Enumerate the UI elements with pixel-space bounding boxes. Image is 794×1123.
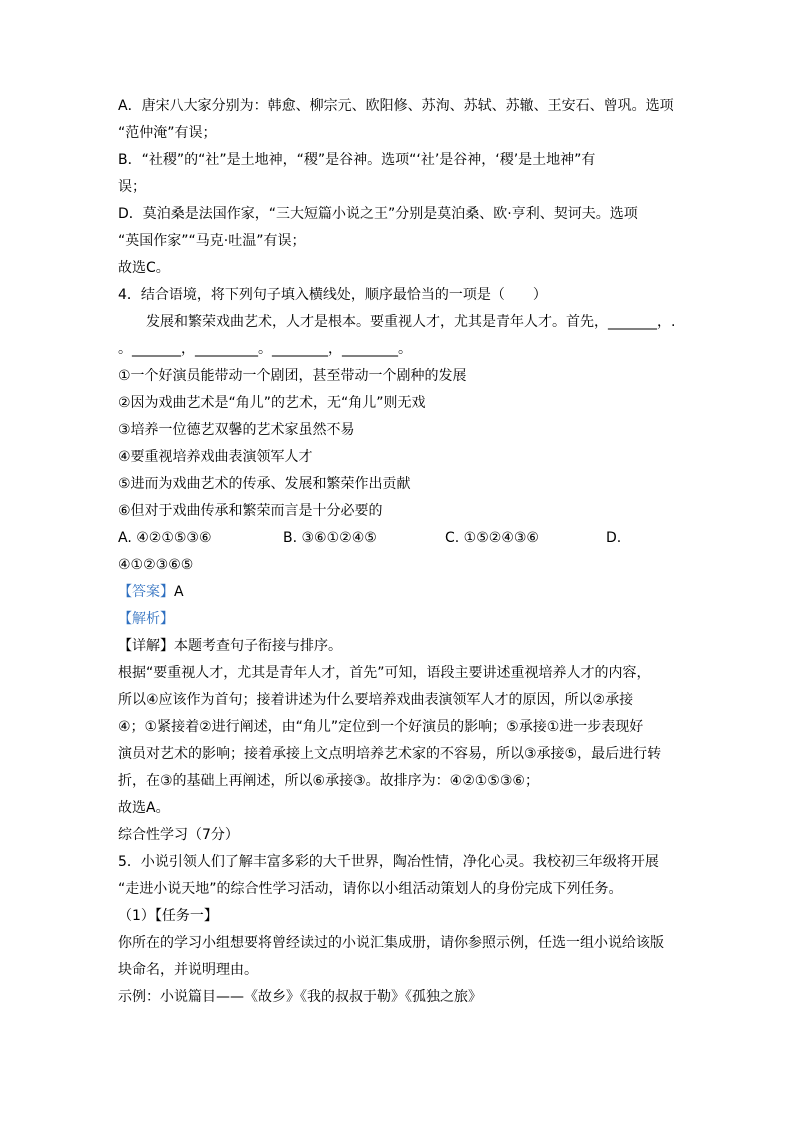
options-row [118, 525, 678, 552]
option-d-label: D. [606, 530, 622, 546]
option-a: A. ④②①⑤③⑥ [118, 530, 212, 546]
sentence-item: ②因为戏曲艺术是“角儿”的艺术，无“角儿”则无戏 [118, 395, 426, 411]
text-line: “范仲淹”有误； [118, 125, 217, 141]
text-line: A．唐宋八大家分别为：韩愈、柳宗元、欧阳修、苏洵、苏轼、苏辙、王安石、曾巩。选项 [118, 98, 674, 114]
sentence-item: ③培养一位德艺双馨的艺术家虽然不易 [118, 422, 355, 438]
text-line: 故选C。 [118, 260, 170, 276]
sentence-item: ④要重视培养戏曲表演领军人才 [118, 449, 313, 465]
answer-line [118, 579, 678, 606]
text-line: 根据“要重视人才，尤其是青年人才，首先”可知，语段主要讲述重视培养人才的内容， [118, 665, 651, 681]
text-line: 你所在的学习小组想要将曾经读过的小说汇集成册，请你参照示例，任选一组小说给该版 [118, 935, 664, 951]
text-line: 演员对艺术的影响；接着承接上文点明培养艺术家的不容易，所以③承接⑤，最后进行转 [118, 746, 662, 762]
text-line: “走进小说天地”的综合性学习活动，请你以小组活动策划人的身份完成下列任务。 [118, 881, 623, 897]
analysis-label: 【解析】 [118, 611, 174, 627]
text-line: 【详解】本题考查句子衔接与排序。 [118, 638, 342, 654]
question-5-stem: 5．小说引领人们了解丰富多彩的大千世界，陶冶性情，净化心灵。我校初三年级将开展 [118, 854, 659, 870]
option-b: B. ③⑥①②④⑤ [283, 530, 377, 546]
document-page [118, 93, 678, 1011]
passage-line: 。_______，_________。________，________。 [118, 341, 412, 357]
text-line: B．“社稷”的“社”是土地神，“稷”是谷神。选项“‘社’是谷神，‘稷’是土地神”有 [118, 152, 596, 168]
text-line: 所以④应该作为首句；接着讲述为什么要培养戏曲表演领军人才的原因，所以②承接 [118, 692, 634, 708]
text-line: ④；①紧接着②进行阐述，由“角儿”定位到一个好演员的影响；⑤承接①进一步表现好 [118, 719, 644, 735]
text-line: 折，在③的基础上再阐述，所以⑥承接③。故排序为：④②①⑤③⑥； [118, 773, 539, 789]
answer-label: 【答案】 [118, 584, 174, 600]
option-d-value: ④①②③⑥⑤ [118, 557, 194, 573]
passage-line: 发展和繁荣戏曲艺术，人才是根本。要重视人才，尤其是青年人才。首先，_______，. [146, 314, 676, 330]
text-line: 块命名，并说明理由。 [118, 962, 258, 978]
sentence-item: ⑥但对于戏曲传承和繁荣而言是十分必要的 [118, 503, 383, 519]
text-line: 误； [118, 179, 146, 195]
task-heading: （1）【任务一】 [118, 908, 218, 924]
sentence-item: ①一个好演员能带动一个剧团，甚至带动一个剧种的发展 [118, 368, 467, 384]
section-heading: 综合性学习（7分） [118, 827, 239, 843]
text-line: D．莫泊桑是法国作家，“三大短篇小说之王”分别是莫泊桑、欧·亨利、契诃夫。选项 [118, 206, 638, 222]
example-line: 示例：小说篇目——《故乡》《我的叔叔于勒》《孤独之旅》 [118, 989, 482, 1005]
answer-value: A [174, 584, 184, 600]
text-line: 故选A。 [118, 800, 170, 816]
option-c: C. ①⑤②④③⑥ [445, 530, 539, 546]
text-line: “英国作家”“马克·吐温”有误； [118, 233, 306, 249]
question-4-stem: 4．结合语境，将下列句子填入横线处，顺序最恰当的一项是（ ） [118, 287, 547, 303]
sentence-item: ⑤进而为戏曲艺术的传承、发展和繁荣作出贡献 [118, 476, 411, 492]
